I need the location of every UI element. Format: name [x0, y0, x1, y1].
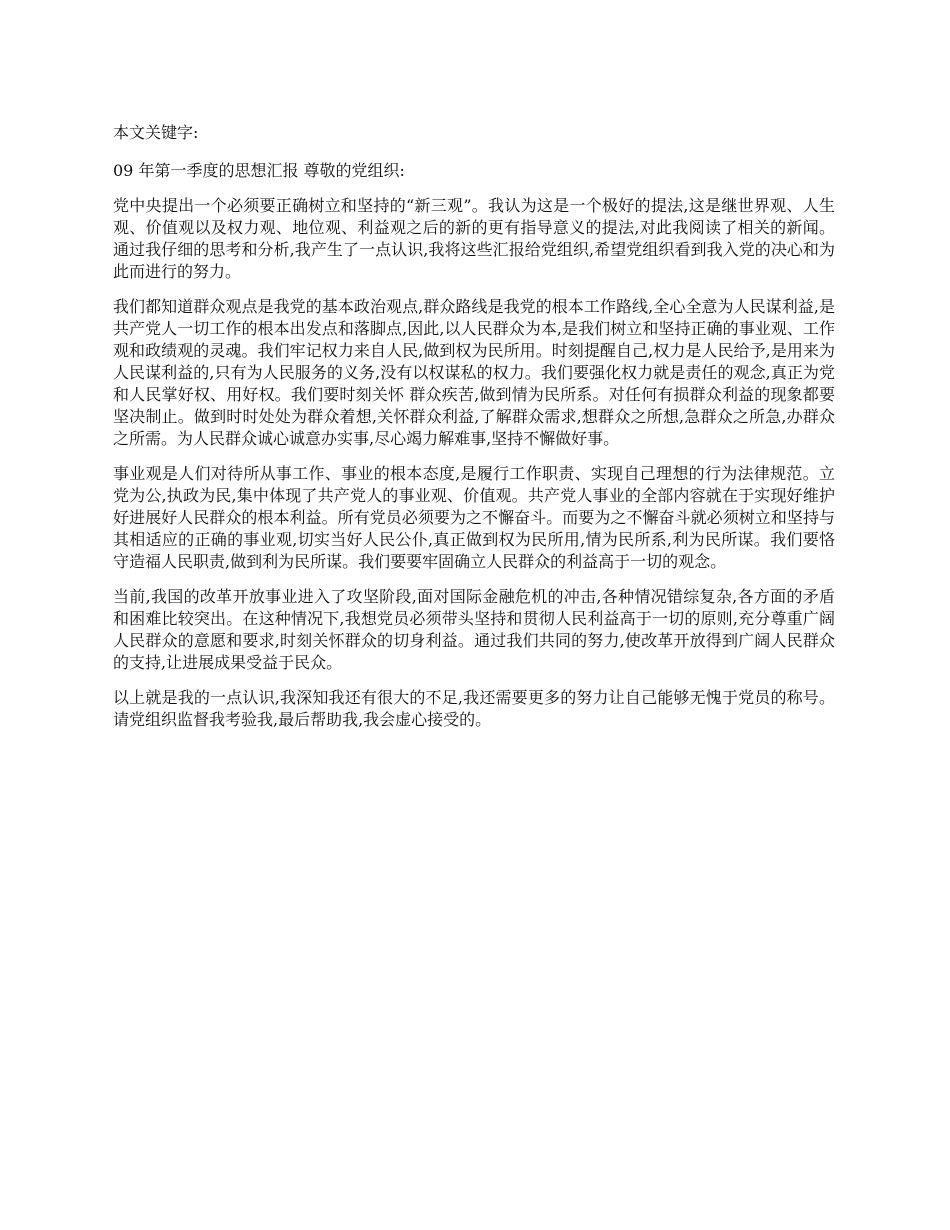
- keywords-label: 本文关键字:: [113, 123, 199, 142]
- body-paragraph: 党中央提出一个必须要正确树立和坚持的“新三观”。我认为这是一个极好的提法,这是继世界观、人生观、价值观以及权力观、地位观、利益观之后的新的更有指导意义的提法,对此我阅读了相关的新闻。通过我仔细的思考和分析,我产生了一点认识,我将这些汇报给党组织,希望党组织看到我入党的决心和为此而进行的努力。: [113, 196, 835, 281]
- body-paragraph: 以上就是我的一点认识,我深知我还有很大的不足,我还需要更多的努力让自己能够无愧于党员的称号。请党组织监督我考验我,最后帮助我,我会虚心接受的。: [113, 688, 835, 729]
- body-paragraph: 我们都知道群众观点是我党的基本政治观点,群众路线是我党的根本工作路线,全心全意为人民谋利益,是共产党人一切工作的根本出发点和落脚点,因此,以人民群众为本,是我们树立和坚持正确的事业观、工作观和政绩观的灵魂。我们牢记权力来自人民,做到权为民所用。时刻提醒自己,权力是人民给予,是用来为人民谋利益的,只有为人民服务的义务,没有以权谋私的权力。我们要强化权力就是责任的观念,真正为党和人民掌好权、用好权。我们要时刻关怀 群众疾苦,做到情为民所系。对任何有损群众利益的现象都要坚决制止。做到时时处处为群众着想,关怀群众利益,了解群众需求,想群众之所想,急群众之所急,办群众之所需。为人民群众诚心诚意办实事,尽心竭力解难事,坚持不懈做好事。: [113, 297, 835, 448]
- body-paragraph: 事业观是人们对待所从事工作、事业的根本态度,是履行工作职责、实现自己理想的行为法律规范。立党为公,执政为民,集中体现了共产党人的事业观、价值观。共产党人事业的全部内容就在于实现好维护好进展好人民群众的根本利益。所有党员必须要为之不懈奋斗。而要为之不懈奋斗就必须树立和坚持与其相适应的正确的事业观,切实当好人民公仆,真正做到权为民所用,情为民所系,利为民所谋。我们要恪守造福人民职责,做到利为民所谋。我们要要牢固确立人民群众的利益高于一切的观念。: [113, 464, 835, 571]
- document-heading: 09 年第一季度的思想汇报 尊敬的党组织:: [113, 161, 405, 180]
- document-page: [113, 122, 835, 744]
- body-paragraph: 当前,我国的改革开放事业进入了攻坚阶段,面对国际金融危机的冲击,各种情况错综复杂,各方面的矛盾和困难比较突出。在这种情况下,我想党员必须带头坚持和贯彻人民利益高于一切的原则,充分尊重广阔人民群众的意愿和要求,时刻关怀群众的切身利益。通过我们共同的努力,使改革开放得到广阔人民群众的支持,让进展成果受益于民众。: [113, 587, 835, 672]
